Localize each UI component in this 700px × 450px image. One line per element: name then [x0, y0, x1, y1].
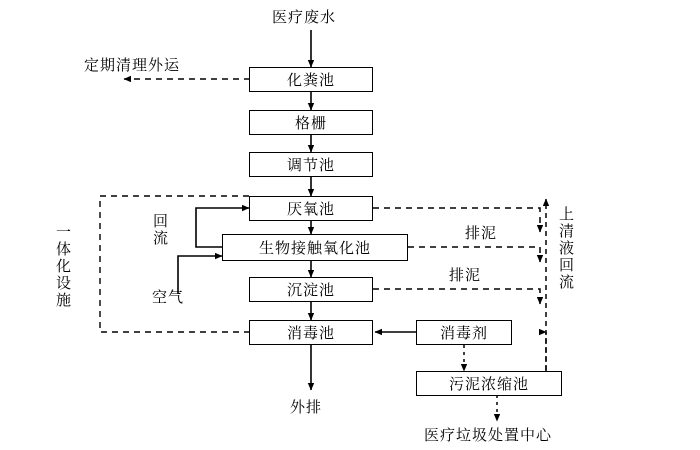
node-sedimentation-tank[interactable]: 沉淀池 — [249, 277, 373, 302]
node-sludge-thickening-tank[interactable]: 污泥浓缩池 — [416, 371, 562, 396]
node-septic-tank[interactable]: 化粪池 — [249, 67, 373, 92]
periodic-clean-label: 定期清理外运 — [84, 57, 181, 74]
inlet-label: 医疗废水 — [272, 9, 337, 26]
node-disinfectant[interactable]: 消毒剂 — [416, 320, 512, 345]
integrated-facility-label: 一体化设施 — [54, 224, 71, 309]
sludge-discharge-label-2: 排泥 — [449, 267, 482, 284]
outlet-label: 外排 — [290, 399, 323, 416]
waste-center-label: 医疗垃圾处置中心 — [424, 427, 553, 444]
node-disinfection-tank[interactable]: 消毒池 — [249, 320, 373, 345]
sludge-discharge-label-1: 排泥 — [465, 225, 498, 242]
supernatant-return-label: 上清液回流 — [557, 206, 574, 291]
air-label: 空气 — [152, 289, 185, 306]
node-grille[interactable]: 格栅 — [249, 110, 373, 135]
reflux-label: 回流 — [152, 213, 169, 247]
node-biological-contact-oxidation-tank[interactable]: 生物接触氧化池 — [222, 234, 408, 261]
node-regulating-tank[interactable]: 调节池 — [249, 152, 373, 177]
node-anaerobic-tank[interactable]: 厌氧池 — [249, 196, 373, 221]
